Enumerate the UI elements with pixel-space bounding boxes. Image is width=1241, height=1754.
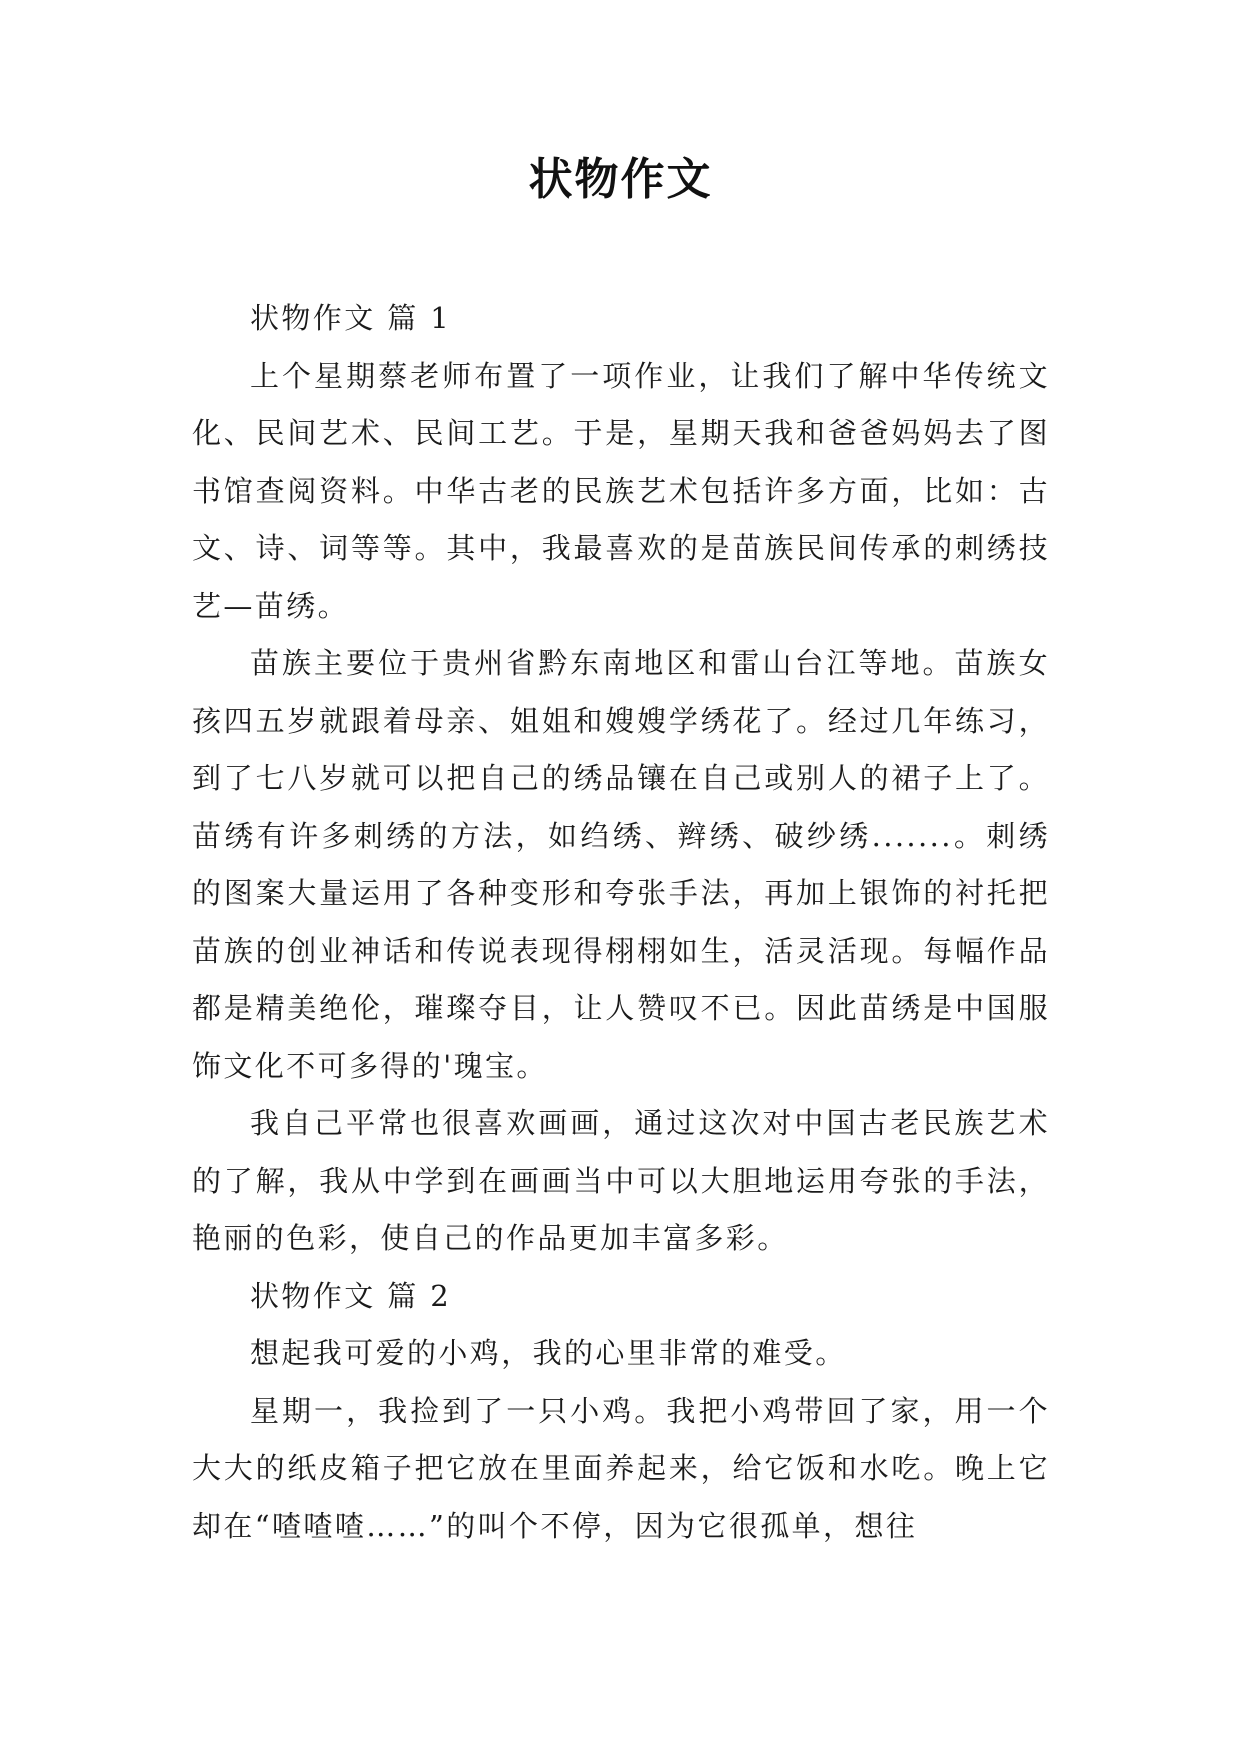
document-body — [192, 290, 1050, 1555]
document-title: 状物作文 — [528, 154, 713, 205]
paragraph: 想起我可爱的小鸡，我的心里非常的难受。 — [250, 1336, 847, 1370]
paragraph: 星期一，我捡到了一只小鸡。我把小鸡带回了家，用一个大大的纸皮箱子把它放在里面养起来，给它饭和水吃。晚上它却在“喳喳喳……”的叫个不停，因为它很孤单，想往 — [192, 1393, 1050, 1543]
paragraph: 苗族主要位于贵州省黔东南地区和雷山台江等地。苗族女孩四五岁就跟着母亲、姐姐和嫂嫂学绣花了。经过几年练习，到了七八岁就可以把自己的绣品镶在自己或别人的裙子上了。苗绣有许多刺绣的方法，如绉绣、辫绣、破纱绣.......。刺绣的图案大量运用了各种变形和夸张手法，再加上银饰的衬托把苗族的创业神话和传说表现得栩栩如生，活灵活现。每幅作品都是精美绝伦，璀璨夺目，让人赞叹不已。因此苗绣是中国服饰文化不可多得的'瑰宝。 — [192, 646, 1050, 1083]
paragraph: 我自己平常也很喜欢画画，通过这次对中国古老民族艺术的了解，我从中学到在画画当中可以大胆地运用夸张的手法，艳丽的色彩，使自己的作品更加丰富多彩。 — [192, 1106, 1050, 1255]
section-heading-1: 状物作文 篇 1 — [250, 301, 452, 335]
paragraph: 上个星期蔡老师布置了一项作业，让我们了解中华传统文化、民间艺术、民间工艺。于是，星期天我和爸爸妈妈去了图书馆查阅资料。中华古老的民族艺术包括许多方面，比如：古文、诗、词等等。其中，我最喜欢的是苗族民间传承的刺绣技艺—苗绣。 — [192, 358, 1050, 623]
section-heading-2: 状物作文 篇 2 — [250, 1278, 452, 1313]
